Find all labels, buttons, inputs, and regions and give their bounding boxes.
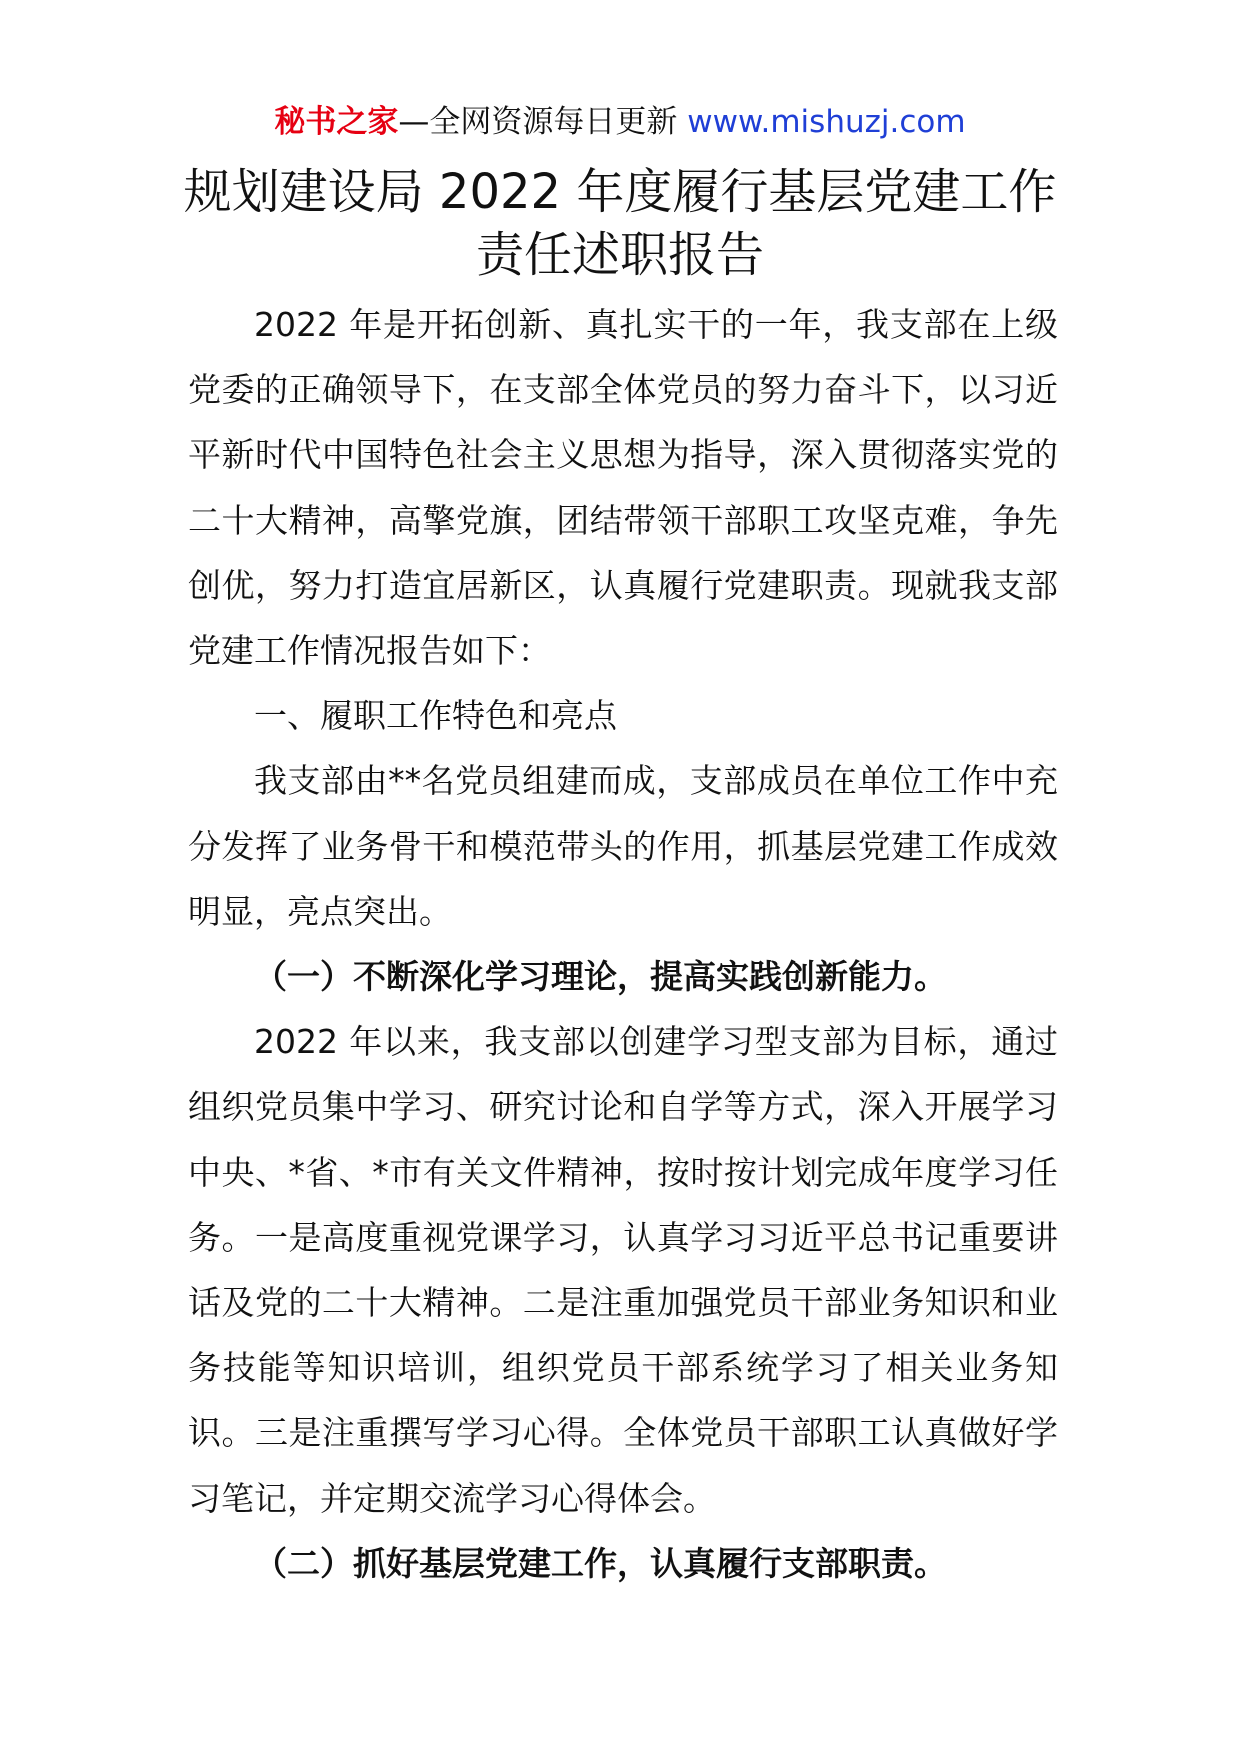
document-body xyxy=(188,292,1058,1596)
document-title-line-2: 责任述职报告 xyxy=(475,227,764,283)
section-heading-1: 一、履职工作特色和亮点 xyxy=(254,696,617,736)
brand-name: 秘书之家 xyxy=(274,104,399,140)
brand-tagline: —全网资源每日更新 xyxy=(398,104,688,140)
section-1-paragraph: 我支部由**名党员组建而成，支部成员在单位工作中充分发挥了业务骨干和模范带头的作用，抓基层党建工作成效明显，亮点突出。 xyxy=(188,761,1058,931)
intro-paragraph: 2022 年是开拓创新、真扎实干的一年，我支部在上级党委的正确领导下，在支部全体党员的努力奋斗下，以习近平新时代中国特色社会主义思想为指导，深入贯彻落实党的二十大精神，高擎党旗，团结带领干部职工攻坚克难，争先创优，努力打造宜居新区，认真履行党建职责。现就我支部党建工作情况报告如下： xyxy=(188,305,1058,671)
subsection-heading-1: （一）不断深化学习理论，提高实践创新能力。 xyxy=(254,957,947,997)
site-url-link[interactable]: www.mishuzj.com xyxy=(687,104,966,140)
document-title-line-1: 规划建设局 2022 年度履行基层党建工作 xyxy=(183,164,1057,220)
subsection-1-paragraph: 2022 年以来，我支部以创建学习型支部为目标，通过组织党员集中学习、研究讨论和自学等方式，深入开展学习中央、*省、*市有关文件精神，按时按计划完成年度学习任务。一是高度重视党课学习，认真学习习近平总书记重要讲话及党的二十大精神。二是注重加强党员干部业务知识和业务技能等知识培训，组织党员干部系统学习了相关业务知识。三是注重撰写学习心得。全体党员干部职工认真做好学习笔记，并定期交流学习心得体会。 xyxy=(188,1022,1058,1518)
site-watermark-header xyxy=(0,100,1240,144)
subsection-heading-2: （二）抓好基层党建工作，认真履行支部职责。 xyxy=(254,1543,947,1583)
